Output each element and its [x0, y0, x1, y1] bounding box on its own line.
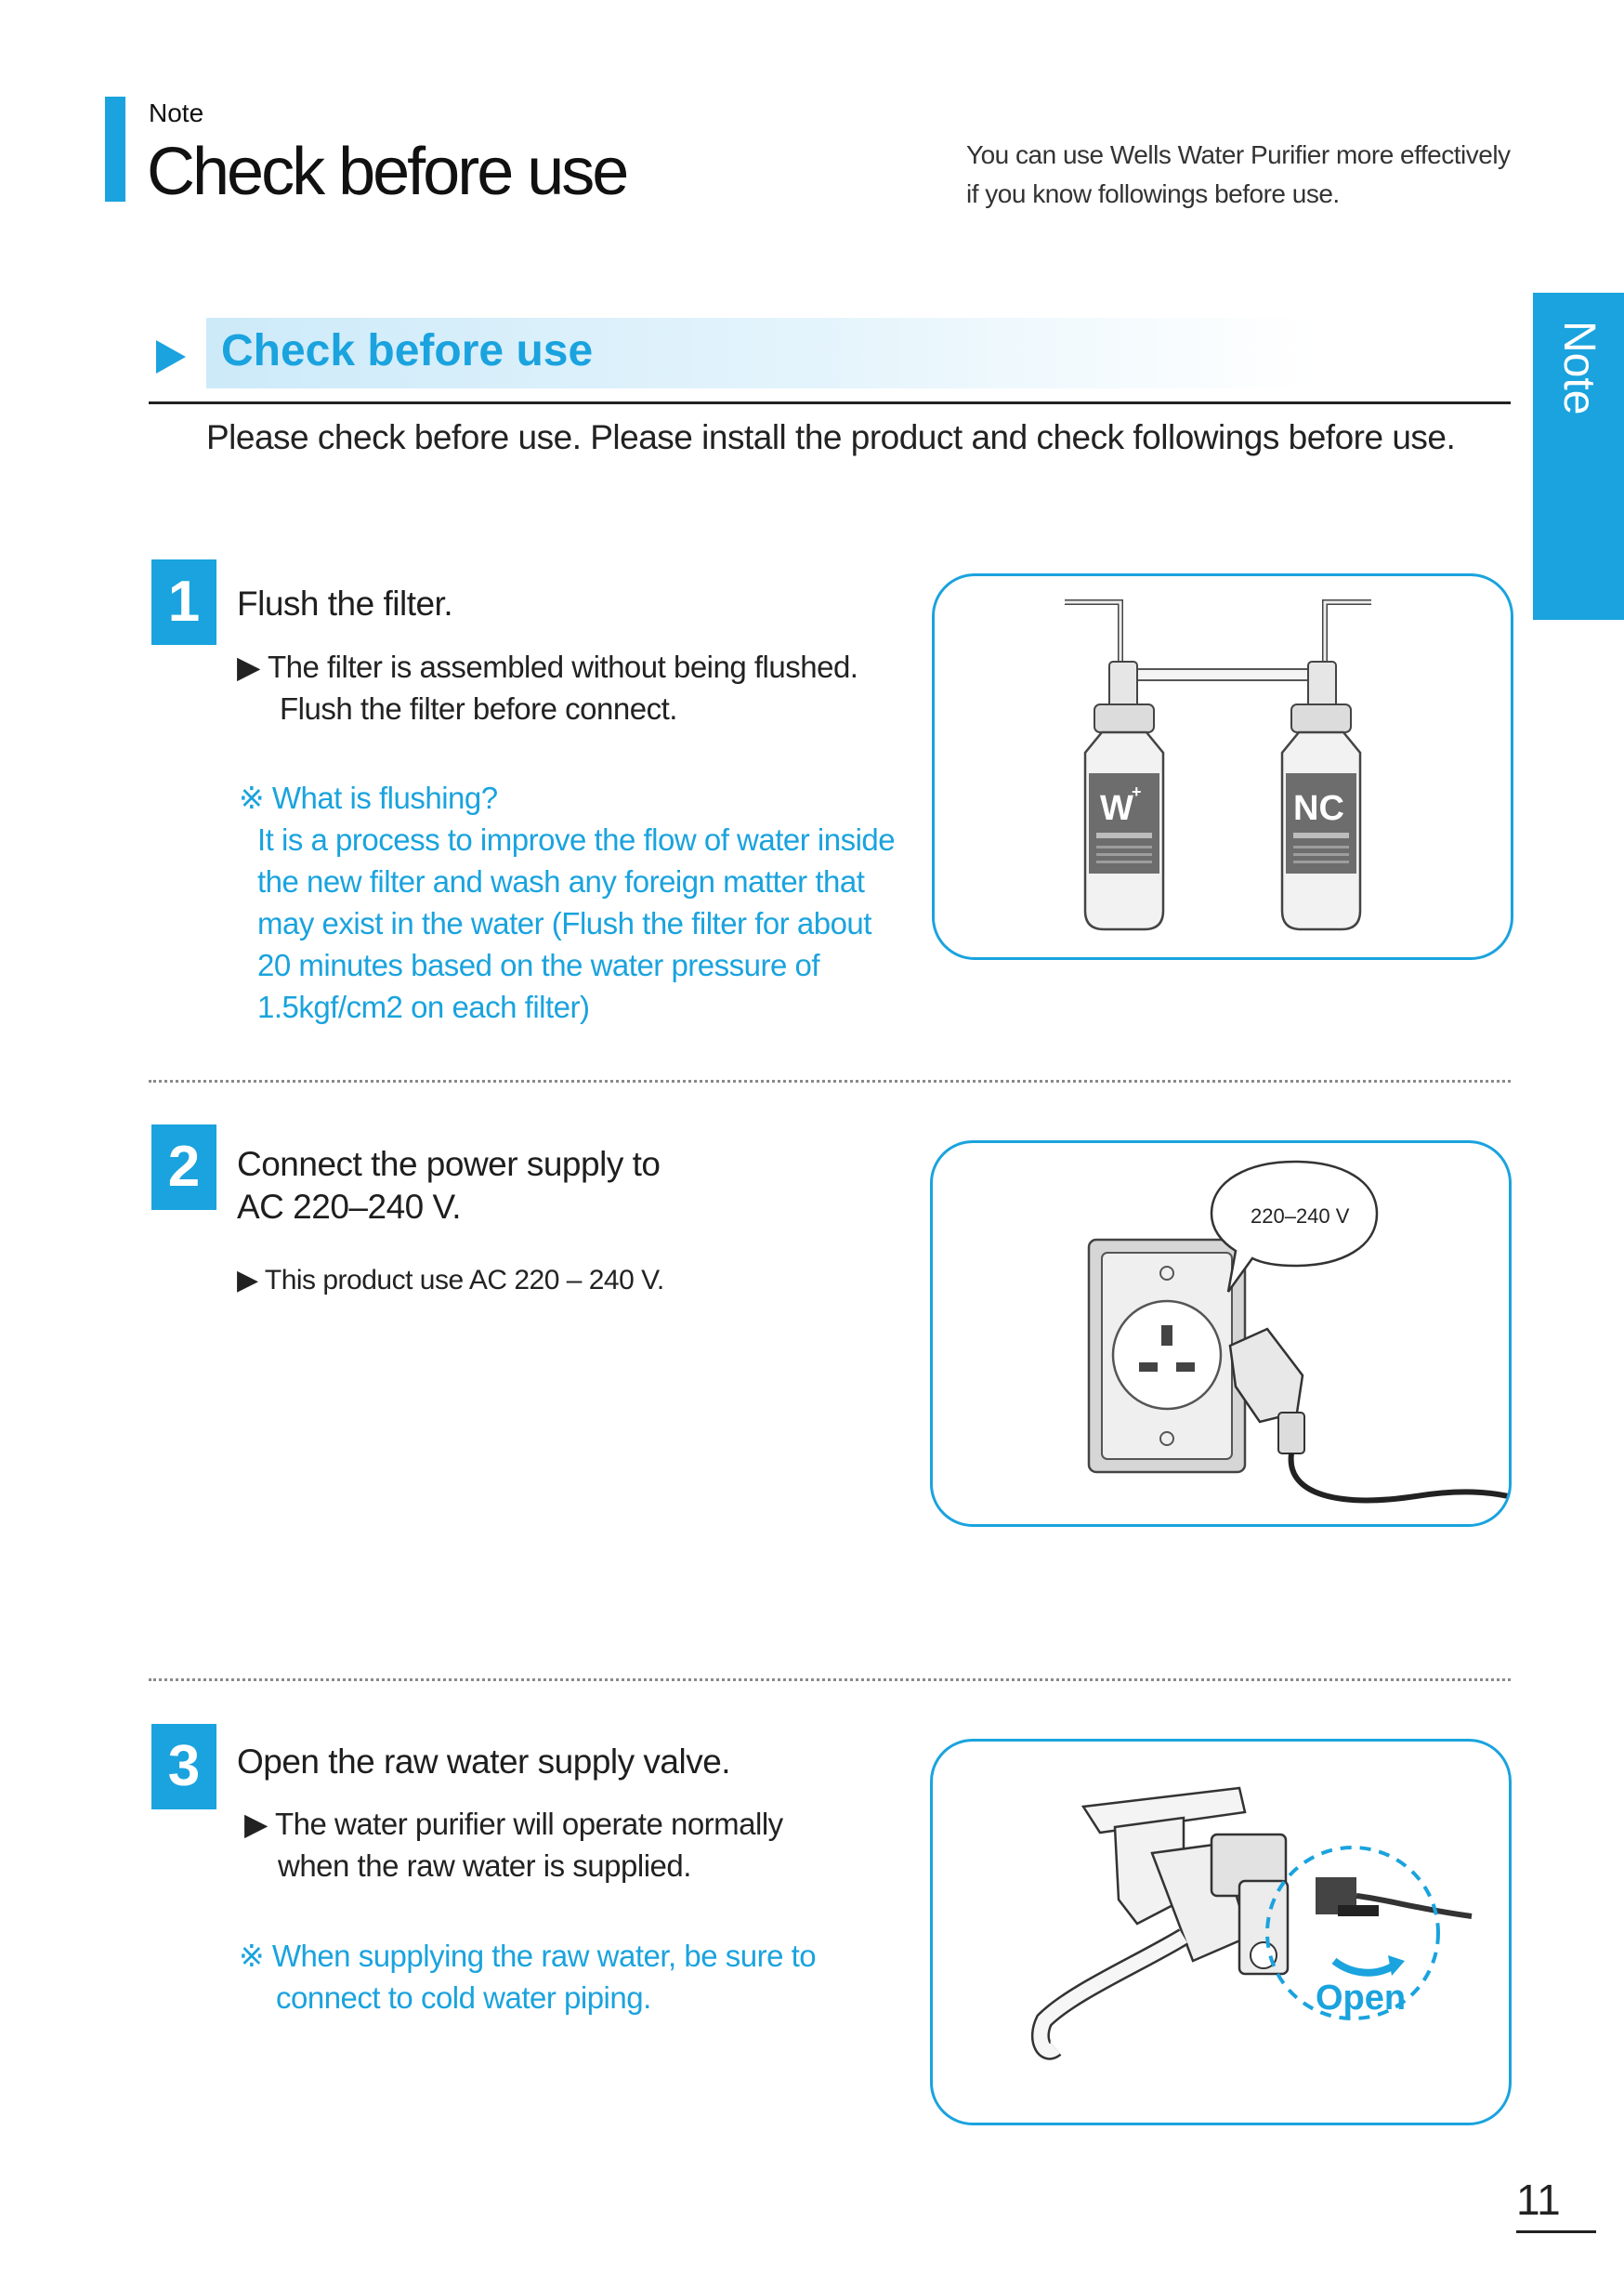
step-2-title: [237, 1143, 660, 1229]
header-intro: [966, 136, 1511, 214]
step-2-title-line2: AC 220–240 V.: [237, 1188, 462, 1226]
header-intro-line1: You can use Wells Water Purifier more effectively: [966, 140, 1511, 169]
step-2-number: 2: [151, 1124, 216, 1210]
filter-w-plus-icon: [1085, 704, 1163, 929]
step-3-number: 3: [151, 1724, 216, 1809]
side-tab-note: [1533, 293, 1624, 620]
page-number-rule: [1516, 2230, 1596, 2233]
step-3-note: [239, 1935, 816, 2018]
valve-faucet-drawing: [933, 1742, 1509, 2123]
page-number: 11: [1516, 2176, 1561, 2224]
step-2-bullet: ▶ This product use AC 220 – 240 V.: [237, 1265, 664, 1295]
section-title: Check before use: [221, 326, 594, 375]
section-divider: [149, 401, 1511, 404]
header-intro-line2: if you know followings before use.: [966, 179, 1340, 208]
step-1-number: 1: [151, 559, 216, 645]
section-arrow-icon: [156, 340, 186, 374]
step-divider: [149, 1080, 1511, 1083]
step-1-note-title: ※ What is flushing?: [239, 781, 498, 815]
step-1-note-line: 1.5kgf/cm2 on each filter): [257, 990, 590, 1024]
step-3-illustration-valve: [930, 1739, 1512, 2125]
step-1-note-line: the new filter and wash any foreign matter that: [257, 864, 865, 899]
step-3-bullet-line1: ▶ The water purifier will operate normally: [244, 1807, 783, 1841]
step-3-note-line1: ※ When supplying the raw water, be sure to: [239, 1939, 817, 1973]
section-description: Please check before use. Please install the product and check followings before use.: [206, 418, 1456, 456]
page-title: Check before use: [147, 135, 627, 209]
filters-drawing: [935, 576, 1511, 957]
step-1-note-line: 20 minutes based on the water pressure of: [257, 948, 820, 982]
step-1-note-line: may exist in the water (Flush the filter for about: [257, 906, 871, 940]
step-2-title-line1: Connect the power supply to: [237, 1145, 661, 1183]
svg-text:NC: NC: [1293, 789, 1344, 828]
step-1-title: Flush the filter.: [237, 585, 453, 623]
step-divider: [149, 1678, 1511, 1681]
step-1-bullet-line2: Flush the filter before connect.: [280, 691, 677, 726]
header-section-label: Note: [149, 99, 204, 127]
svg-text:+: +: [1132, 782, 1142, 801]
step-3-title: Open the raw water supply valve.: [237, 1742, 731, 1781]
power-outlet-drawing: [933, 1143, 1509, 1524]
step-2-illustration-power: [930, 1140, 1512, 1527]
svg-text:Open: Open: [1316, 1979, 1407, 2018]
step-1-bullet-line1: ▶ The filter is assembled without being flushed.: [237, 650, 858, 684]
step-1-illustration-filters: [932, 573, 1513, 960]
step-3-bullet: [244, 1803, 783, 1887]
step-3-bullet-line2: when the raw water is supplied.: [278, 1848, 691, 1883]
svg-text:W: W: [1100, 789, 1133, 828]
step-1-bullet: [237, 646, 858, 730]
header-accent-bar: [105, 97, 125, 202]
step-3-note-line2: connect to cold water piping.: [276, 1980, 651, 2015]
svg-text:220–240 V: 220–240 V: [1251, 1204, 1350, 1228]
side-tab-label: Note: [1554, 321, 1604, 415]
step-1-note-line: It is a process to improve the flow of water inside: [257, 822, 896, 857]
filter-nc-icon: [1282, 704, 1360, 929]
step-1-note: [239, 777, 895, 1028]
